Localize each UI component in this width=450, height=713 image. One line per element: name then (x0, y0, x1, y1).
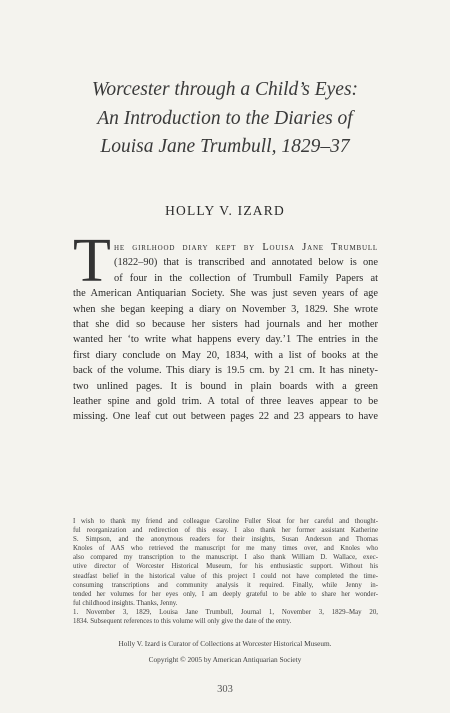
body-line: he girlhood diary kept by Louisa Jane Trumbull (114, 242, 378, 253)
article-title (70, 76, 380, 162)
body-line: that she did so because her sisters had journals and her mother (73, 318, 378, 330)
page-number: 303 (217, 684, 233, 695)
body-line: when she began keeping a diary on November 3, 1829. She wrote (73, 303, 378, 315)
footnote-line: also compared my transcription to the manuscript. I also thank William D. Wallace, exec- (73, 554, 378, 562)
footnote-line: Knoles of AAS who retrieved the manuscript for me many times over, and Knoles who (73, 545, 378, 553)
body-line: the American Antiquarian Society. She was just seven years of age (73, 288, 378, 300)
body-line: of four in the collection of Trumbull Family Papers at (114, 272, 378, 284)
footnote-line: ful reorganization and redirection of this essay. I also thank her former assistant Katherine (73, 527, 378, 535)
author-note: Holly V. Izard is Curator of Collections at Worcester Historical Museum. (118, 639, 332, 648)
footnote-line: 1834. Subsequent references to this volume will only give the date of the entry. (73, 618, 292, 626)
title-line-2: An Introduction to the Diaries of (97, 107, 353, 129)
footnote-line: utive director of Worcester Historical Museum, for his enthusiastic support. Without his (73, 563, 378, 571)
body-line: (1822–90) that is transcribed and annotated below is one (114, 257, 378, 269)
footnote-line: steadfast belief in the historical value of this project I could not have completed the time- (73, 572, 378, 580)
body-line: first diary conclude on May 20, 1834, with a list of books at the (73, 349, 378, 361)
body-line: missing. One leaf cut out between pages 22 and 23 appears to have (73, 411, 378, 423)
footnote-line: S. Simpson, and the anonymous readers for their insights, Susan Anderson and Thomas (73, 536, 378, 544)
footnote-line: ful childhood insights. Thanks, Jenny. (73, 599, 178, 607)
footnotes (73, 517, 378, 626)
footnote-line: 1. November 3, 1829, Louisa Jane Trumbull, Journal 1, November 3, 1829–May 20, (73, 608, 378, 616)
title-line-1: Worcester through a Child’s Eyes: (91, 79, 359, 100)
body-line: leather spine and gold trim. A total of three leaves appear to be (73, 395, 378, 407)
body-line: wanted her ‘to write what happens every day.’1 The entries in the (73, 334, 378, 346)
footnote-line: consuming transcriptions and community analysis it required. Finally, while Jenny in- (73, 581, 378, 589)
body-line: two unlined pages. It is bound in plain boards with a green (73, 380, 378, 392)
title-line-3: Louisa Jane Trumbull, 1829–37 (100, 136, 350, 157)
body-text (73, 240, 378, 425)
footnote-line: tended her volumes for her eyes only, I am deeply grateful to be able to share her wonder- (73, 590, 378, 598)
body-line: back of the volume. This diary is 19.5 cm. by 21 cm. It has ninety- (73, 365, 378, 377)
drop-cap: T (73, 227, 111, 295)
author-name: HOLLY V. IZARD (165, 203, 285, 218)
footnote-line: I wish to thank my friend and colleague Caroline Fuller Sloat for her careful and thought- (73, 518, 378, 525)
copyright-notice: Copyright © 2005 by American Antiquarian Society (148, 655, 302, 664)
